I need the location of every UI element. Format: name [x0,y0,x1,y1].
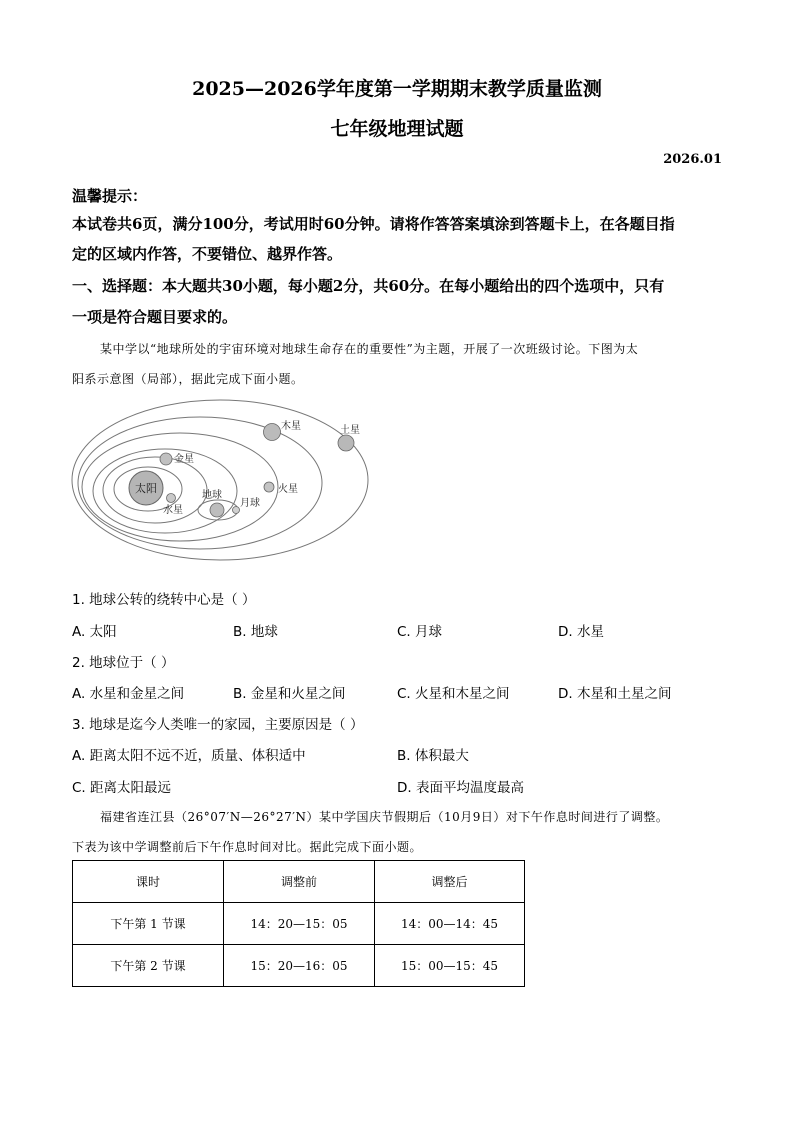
question-1-option-d: D. 水星 [558,624,604,640]
question-3-option-c: C. 距离太阳最远 [72,780,172,796]
mercury-icon [167,494,176,503]
question-3-stem: 3. 地球是迄今人类唯一的家园，主要原因是（ ） [72,717,364,733]
intro-1-line-2: 阳系示意图（局部），据此完成下面小题。 [72,372,304,386]
table-cell: 14：00—14：45 [375,903,525,945]
notice-line-1: 本试卷共6页，满分100分，考试用时60分钟。请将作答答案填涂到答题卡上，在各题目指 [72,215,675,233]
orbit-jupiter [78,417,322,549]
jupiter-label: 木星 [281,421,301,432]
table-header-cell: 调整前 [224,861,375,903]
table-cell: 14：20—15：05 [224,903,375,945]
earth-label: 地球 [202,490,222,501]
saturn-icon [338,435,354,451]
table-header-row [73,861,525,903]
question-2-stem: 2. 地球位于（ ） [72,655,175,671]
moon-icon [233,507,240,514]
intro-2-line-1: 福建省连江县（26°07′N—26°27′N）某中学国庆节假期后（10月9日）对下午作息时间进行了调整。 [100,810,669,824]
exam-subtitle: 七年级地理试题 [330,118,464,140]
venus-icon [160,453,172,465]
orbit-mars [82,433,278,541]
table-row [73,945,525,987]
intro-2-line-2: 下表为该中学调整前后下午作息时间对比。据此完成下面小题。 [72,840,423,854]
table-header-cell: 课时 [73,861,224,903]
table-row [73,903,525,945]
question-2-option-c: C. 火星和木星之间 [397,686,510,702]
question-3-option-b: B. 体积最大 [397,748,469,764]
table-cell: 15：00—15：45 [375,945,525,987]
table-header-cell: 调整后 [375,861,525,903]
question-2-option-b: B. 金星和火星之间 [233,686,346,702]
moon-label: 月球 [240,498,260,509]
saturn-label: 土星 [340,425,360,436]
sun-label: 太阳 [135,482,157,495]
notice-heading: 温馨提示： [72,187,148,205]
table-cell: 下午第 1 节课 [73,903,224,945]
jupiter-icon [264,424,281,441]
mars-icon [264,482,274,492]
venus-label: 金星 [174,454,194,465]
question-2-option-d: D. 木星和土星之间 [558,686,672,702]
mercury-label: 水星 [163,505,183,516]
question-1-option-c: C. 月球 [397,624,443,640]
question-1-option-a: A. 太阳 [72,624,117,640]
earth-icon [210,503,224,517]
section-1-line-2: 一项是符合题目要求的。 [72,308,238,326]
mars-label: 火星 [278,484,298,495]
table-cell: 下午第 2 节课 [73,945,224,987]
exam-title: 2025—2026学年度第一学期期末教学质量监测 [192,78,602,100]
intro-1-line-1: 某中学以“地球所处的宇宙环境对地球生命存在的重要性”为主题，开展了一次班级讨论。下图为太 [100,342,639,356]
schedule-table [72,860,525,987]
question-1-stem: 1. 地球公转的绕转中心是（ ） [72,592,256,608]
notice-line-2: 定的区域内作答，不要错位、越界作答。 [72,245,343,263]
solar-system-diagram [60,395,390,575]
question-3-option-a: A. 距离太阳不远不近，质量、体积适中 [72,748,306,764]
section-1-line-1: 一、选择题：本大题共30小题，每小题2分，共60分。在每小题给出的四个选项中，只有 [72,277,665,295]
table-cell: 15：20—16：05 [224,945,375,987]
question-3-option-d: D. 表面平均温度最高 [397,780,524,796]
question-1-option-b: B. 地球 [233,624,278,640]
exam-date: 2026.01 [663,152,722,167]
question-2-option-a: A. 水星和金星之间 [72,686,185,702]
